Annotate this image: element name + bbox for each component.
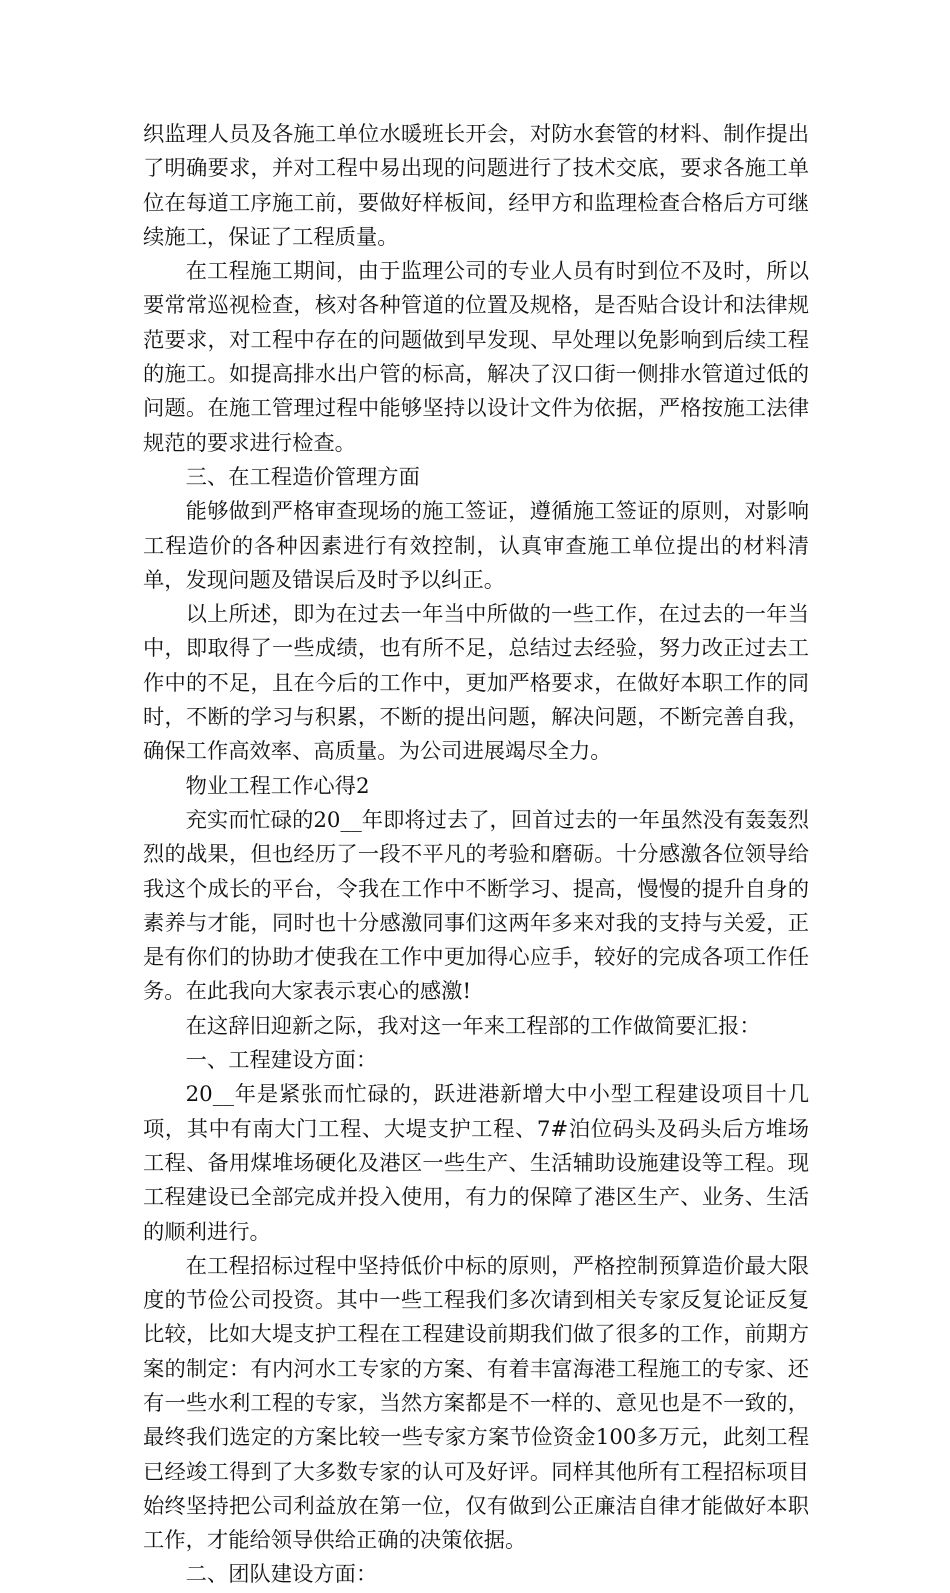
paragraph-6: 在这辞旧迎新之际，我对这一年来工程部的工作做简要汇报：: [185, 1013, 761, 1039]
paragraph-1: 织监理人员及各施工单位水暖班长开会，对防水套管的材料、制作提出了明确要求，并对工程中易出现的问题进行了技术交底，要求各施工单位在每道工序施工前，要做好样板间，经甲方和监理检查合格后方可继续施工，保证了工程质量。: [143, 122, 809, 250]
document-body: [143, 118, 809, 1593]
paragraph-8: 在工程招标过程中坚持低价中标的原则，严格控制预算造价最大限度的节俭公司投资。其中一些工程我们多次请到相关专家反复论证反复比较，比如大堤支护工程在工程建设前期我们做了很多的工作，前期方案的制定：有内河水工专家的方案、有着丰富海港工程施工的专家、还有一些水利工程的专家，当然方案都是不一样的、意见也是不一致的，最终我们选定的方案比较一些专家方案节俭资金100多万元，此刻工程已经竣工得到了大多数专家的认可及好评。同样其他所有工程招标项目始终坚持把公司利益放在第一位，仅有做到公正廉洁自律才能做好本职工作，才能给领导供给正确的决策依据。: [143, 1253, 809, 1554]
paragraph-2: 在工程施工期间，由于监理公司的专业人员有时到位不及时，所以要常常巡视检查，核对各种管道的位置及规格，是否贴合设计和法律规范要求，对工程中存在的问题做到早发现、早处理以免影响到后续工程的施工。如提高排水出户管的标高，解决了汉口街一侧排水管道过低的问题。在施工管理过程中能够坚持以设计文件为依据，严格按施工法律规范的要求进行检查。: [143, 259, 809, 456]
paragraph-4: 以上所述，即为在过去一年当中所做的一些工作，在过去的一年当中，即取得了一些成绩，也有所不足，总结过去经验，努力改正过去工作中的不足，且在今后的工作中，更加严格要求，在做好本职工作的同时，不断的学习与积累，不断的提出问题，解决问题，不断完善自我，确保工作高效率、高质量。为公司进展竭尽全力。: [143, 602, 809, 765]
article-title-2: 物业工程工作心得2: [185, 773, 370, 799]
paragraph-3: 能够做到严格审查现场的施工签证，遵循施工签证的原则，对影响工程造价的各种因素进行有效控制，认真审查施工单位提出的材料清单，发现问题及错误后及时予以纠正。: [143, 499, 809, 593]
paragraph-7: 20__年是紧张而忙碌的，跃进港新增大中小型工程建设项目十几项，其中有南大门工程、大堤支护工程、7#泊位码头及码头后方堆场工程、备用煤堆场硬化及港区一些生产、生活辅助设施建设等工程。现工程建设已全部完成并投入使用，有力的保障了港区生产、业务、生活的顺利进行。: [143, 1082, 809, 1245]
section-heading-construction: 一、工程建设方面：: [185, 1048, 378, 1074]
section-heading-cost: 三、在工程造价管理方面: [185, 464, 420, 490]
paragraph-5: 充实而忙碌的20__年即将过去了，回首过去的一年虽然没有轰轰烈烈的战果，但也经历了一段不平凡的考验和磨砺。十分感激各位领导给我这个成长的平台，令我在工作中不断学习、提高，慢慢的提升自身的素养与才能，同时也十分感激同事们这两年多来对我的支持与关爱，正是有你们的协助才使我在工作中更加得心应手，较好的完成各项工作任务。在此我向大家表示衷心的感激!: [143, 807, 810, 1005]
section-heading-team: 二、团队建设方面：: [185, 1562, 378, 1588]
